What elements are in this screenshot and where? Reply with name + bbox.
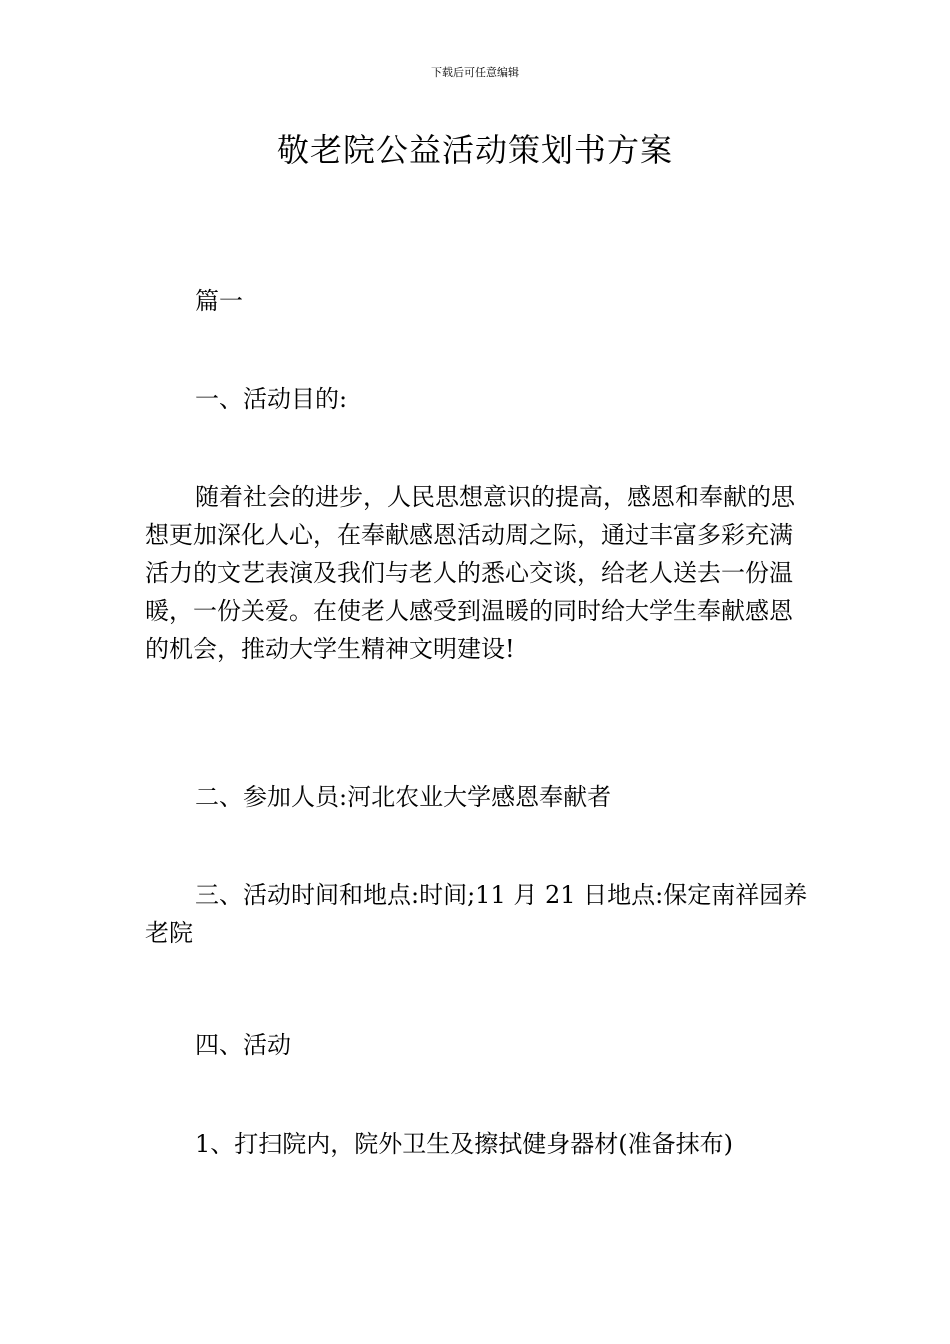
participants-paragraph: 二、参加人员:河北农业大学感恩奉献者	[195, 783, 612, 811]
heading-purpose: 一、活动目的:	[195, 385, 348, 413]
purpose-paragraph: 随着社会的进步，人民思想意识的提高，感恩和奉献的思想更加深化人心，在奉献感恩活动周之际，通过丰富多彩充满活力的文艺表演及我们与老人的悉心交谈，给老人送去一份温暖，一份关爱。在使老人感受到温暖的同时给大学生奉献感恩的机会，推动大学生精神文明建设!	[145, 483, 795, 663]
activity-item-1: 1、打扫院内，院外卫生及擦拭健身器材(准备抹布)	[195, 1130, 733, 1158]
header-note: 下载后可任意编辑	[431, 66, 519, 79]
section-label: 篇一	[195, 287, 243, 315]
time-place-paragraph: 三、活动时间和地点:时间;11 月 21 日地点:保定南祥园养老院	[145, 881, 808, 947]
document-title: 敬老院公益活动策划书方案	[276, 131, 673, 169]
heading-activities: 四、活动	[195, 1031, 291, 1059]
